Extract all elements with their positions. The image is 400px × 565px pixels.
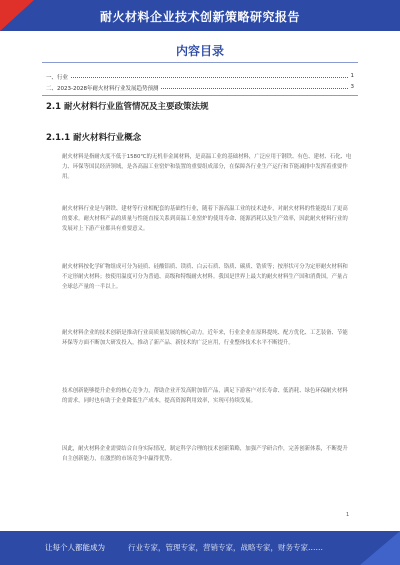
footer-accent-triangle xyxy=(360,531,400,565)
toc-item-page: 3 xyxy=(350,84,354,90)
body-paragraph: 耐火材料行业是与钢铁、建材等行业相配套的基础性行业，随着下游高温工业的技术进步，对耐火材料的性能提出了更高的要求。耐火材料产品的质量与性能直接关系到高温工业窑炉的使用寿命、能源消耗以及生产效率，因此耐火材料行业的发展对上下游产业都具有重要意义。 xyxy=(62,206,348,232)
toc-leader-dots xyxy=(46,77,348,78)
section-heading: 2.1 耐火材料行业监管情况及主要政策法规 xyxy=(46,102,209,112)
toc-top-rule xyxy=(42,62,358,63)
toc-item-label: 二、2023-2028年耐火材料行业发展趋势预测 xyxy=(46,86,159,92)
toc-item-page: 1 xyxy=(350,73,354,79)
body-paragraph: 耐火材料企业的技术创新是推动行业高质量发展的核心动力。近年来，行业企业在原料提纯、配方优化、工艺装备、节能环保等方面不断加大研发投入，推动了新产品、新技术的广泛应用，行业整体技术水平不断提升。 xyxy=(62,330,348,346)
page-number: 1 xyxy=(346,512,350,518)
subsection-heading: 2.1.1 耐火材料行业概念 xyxy=(46,133,142,143)
toc-bottom-rule xyxy=(42,95,358,96)
report-title: 耐火材料企业技术创新策略研究报告 xyxy=(99,10,300,24)
body-paragraph: 耐火材料按化学矿物组成可分为硅质、硅酸铝质、镁质、白云石质、铬质、碳质、锆质等；按形状可分为定形耐火材料和不定形耐火材料；按使用温度可分为普通、高级和特级耐火材料。我国是世界上最大的耐火材料生产国和消费国，产量占全球总产量的一半以上。 xyxy=(62,264,348,290)
toc-item-label: 一、行业 xyxy=(46,75,69,81)
footer-tagline: 让每个人都能成为 xyxy=(45,543,105,552)
body-paragraph: 技术创新能够提升企业的核心竞争力，帮助企业开发高附加值产品，满足下游客户对长寿命、低消耗、绿色环保耐火材料的需求，同时也有助于企业降低生产成本，提高资源利用效率，实现可持续发展。 xyxy=(62,388,348,404)
toc-title: 内容目录 xyxy=(175,44,224,58)
footer-description: 行业专家，管理专家，营销专家，战略专家，财务专家…… xyxy=(128,543,323,552)
body-paragraph: 耐火材料是指耐火度不低于1580℃的无机非金属材料，是高温工业的基础材料，广泛应用于钢铁、有色、建材、石化、电力、环保等国民经济领域，是各高温工业窑炉和装置的重要组成部分，在保障各行业生产运行和节能减排中发挥着重要作用。 xyxy=(62,154,352,180)
toc-item[interactable] xyxy=(46,73,354,81)
toc-item[interactable] xyxy=(46,84,354,92)
body-paragraph: 因此，耐火材料企业需要结合自身实际情况，制定科学合理的技术创新策略，加强产学研合作，完善创新体系，不断提升自主创新能力，在激烈的市场竞争中赢得优势。 xyxy=(62,446,348,462)
report-footer xyxy=(0,531,400,565)
report-header xyxy=(0,0,400,31)
